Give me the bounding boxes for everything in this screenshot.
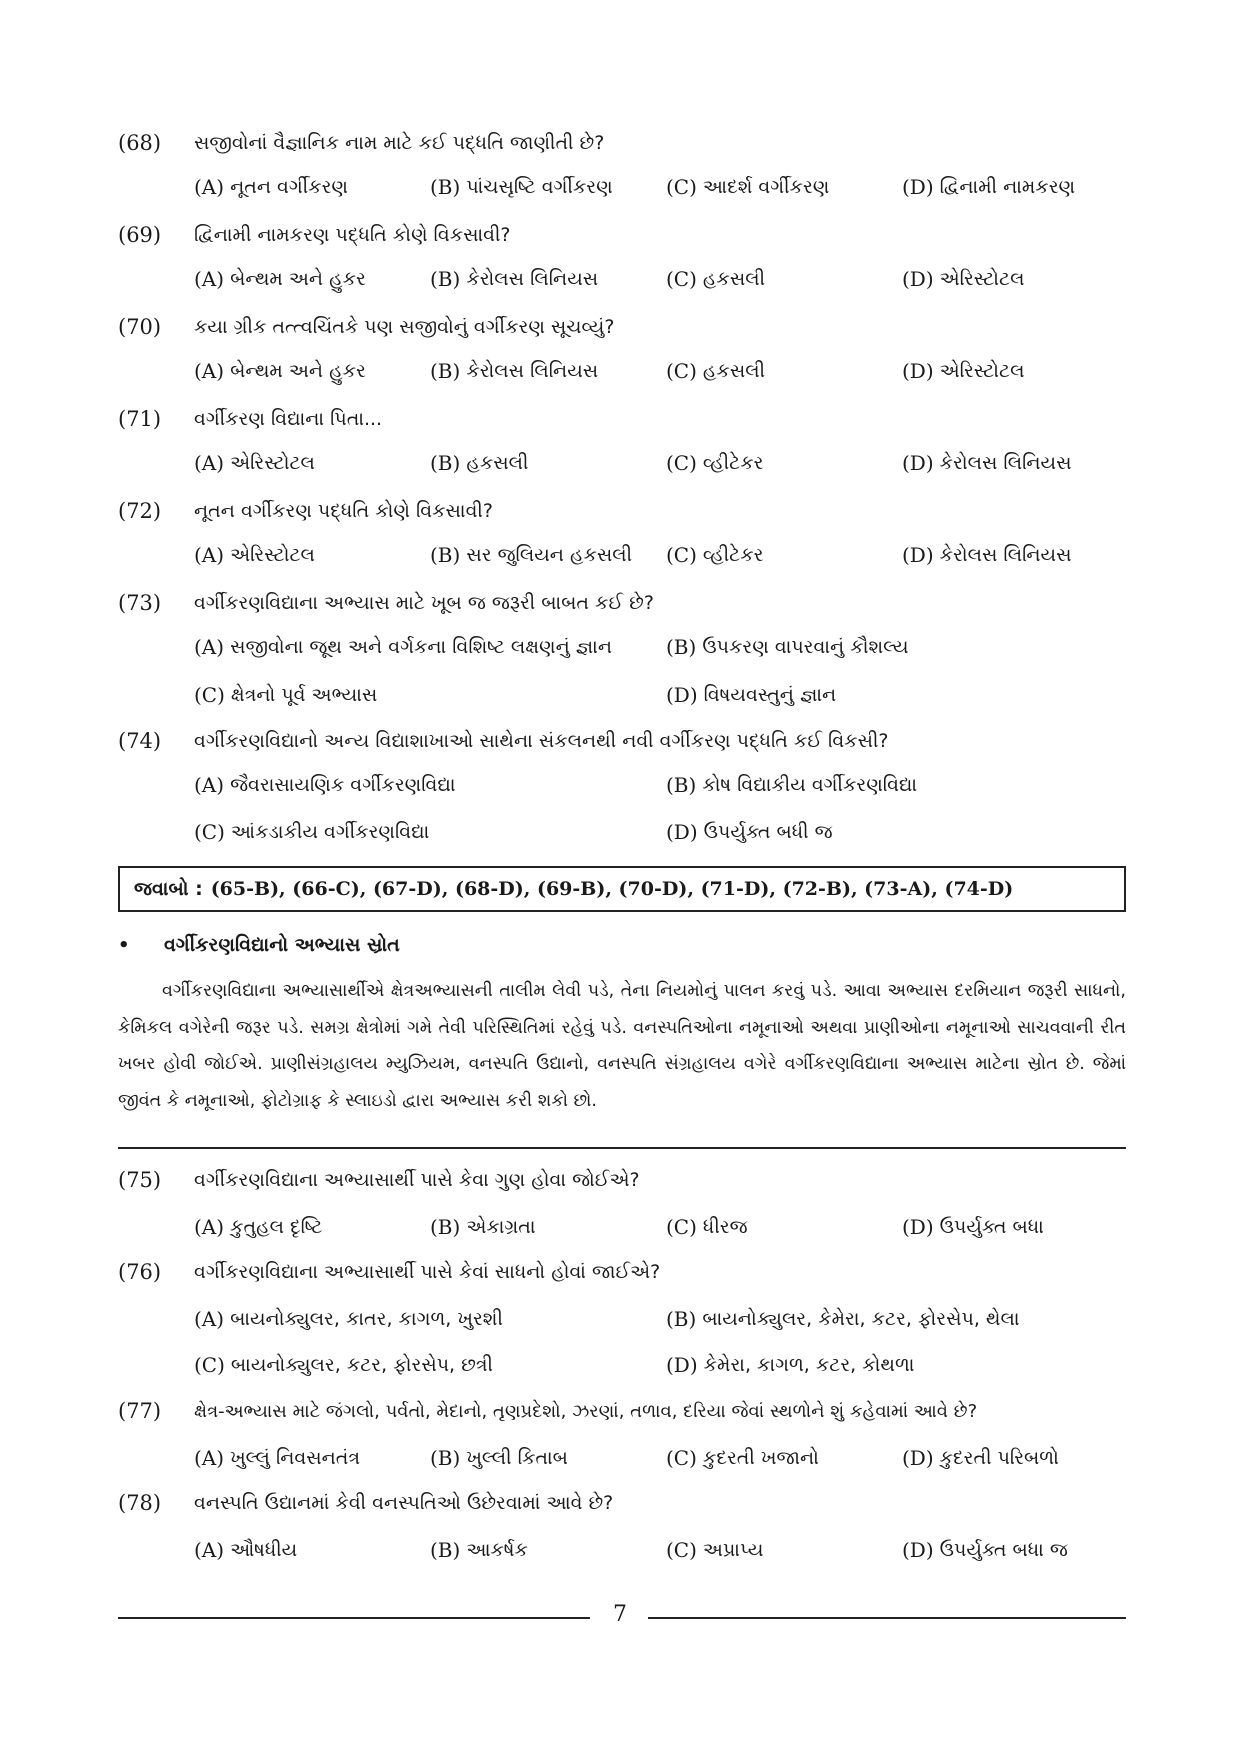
question-number: (76) [118,1260,162,1284]
option-a: (A) સજીવોના જૂથ અને વર્ગકના વિશિષ્ટ લક્ષણનું જ્ઞાન [194,635,612,659]
question-number: (70) [118,315,162,339]
question-text: વર્ગીકરણ વિદ્યાના પિતા... [194,408,383,430]
question-68 [118,126,1128,160]
option-a: (A) બેન્થમ અને હુકર [194,359,366,383]
question-text: ક્ષેત્ર-અભ્યાસ માટે જંગલો, પર્વતો, મેદાનો, તૃણપ્રદેશો, ઝરણાં, તળાવ, દરિયા જેવાં સ્થળોને શું કહેવામાં આવે છે? [194,1400,978,1422]
options-76-row2 [194,1348,1134,1382]
section-divider [118,1147,1126,1149]
answer-key-text: (65-B), (66-C), (67-D), (68-D), (69-B), (70-D), (71-D), (72-B), (73-A), (74-D) [210,878,1014,900]
option-a: (A) એરિસ્ટોટલ [194,451,315,475]
option-b: (B) કોષ વિદ્યાકીય વર્ગીકરણવિદ્યા [666,773,918,797]
section-title: વર્ગીકરણવિદ્યાનો અભ્યાસ સ્રોત [164,934,400,956]
options-71 [194,446,1134,480]
option-c: (C) કુદરતી ખજાનો [666,1446,819,1470]
option-b: (B) સર જુલિયન હકસલી [430,543,633,567]
option-d: (D) કેરોલસ લિનિયસ [902,451,1072,475]
question-text: સજીવોનાં વૈજ્ઞાનિક નામ માટે કઈ પદ્ધતિ જાણીતી છે? [194,132,605,154]
options-68 [194,170,1134,204]
option-c: (C) ક્ષેત્રનો પૂર્વ અભ્યાસ [194,683,378,707]
options-74-row2 [194,815,1134,849]
answer-key-label: જવાબો : [134,878,203,900]
options-75 [194,1210,1134,1244]
option-a: (A) બાયનોક્યુલર, કાતર, કાગળ, ખુરશી [194,1307,503,1331]
option-a: (A) નૂતન વર્ગીકરણ [194,175,348,199]
question-number: (71) [118,407,162,431]
options-76-row1 [194,1302,1134,1336]
section-heading [118,928,400,962]
question-78 [118,1486,1128,1520]
option-d: (D) કેમેરા, કાગળ, કટર, કોથળા [666,1353,915,1377]
option-b: (B) ઉપકરણ વાપરવાનું કૌશલ્ય [666,635,909,659]
option-a: (A) જૈવરાસાયણિક વર્ગીકરણવિદ્યા [194,773,456,797]
question-74 [118,724,1128,758]
page-number: 7 [613,1602,627,1627]
option-a: (A) એરિસ્ટોટલ [194,543,315,567]
option-b: (B) હકસલી [430,451,529,475]
question-number: (73) [118,591,162,615]
option-c: (C) હકસલી [666,267,766,291]
option-b: (B) કેરોલસ લિનિયસ [430,359,599,383]
question-75 [118,1163,1128,1197]
option-b: (B) પાંચસૃષ્ટિ વર્ગીકરણ [430,175,613,199]
question-72 [118,494,1128,528]
option-d: (D) એરિસ્ટોટલ [902,359,1025,383]
option-d: (D) વિષયવસ્તુનું જ્ઞાન [666,683,837,707]
option-a: (A) બેન્થમ અને હુકર [194,267,366,291]
question-text: વર્ગીકરણવિદ્યાના અભ્યાસાર્થી પાસે કેવાં સાધનો હોવાં જાઈએ? [194,1261,661,1283]
question-number: (69) [118,223,162,247]
options-73-row2 [194,678,1134,712]
options-73-row1 [194,630,1134,664]
question-text: નૂતન વર્ગીકરણ પદ્ધતિ કોણે વિકસાવી? [194,500,493,522]
options-78 [194,1533,1134,1567]
option-d: (D) દ્વિનામી નામકરણ [902,175,1076,199]
option-c: (C) ધીરજ [666,1215,748,1239]
option-d: (D) કુદરતી પરિબળો [902,1446,1059,1470]
options-69 [194,262,1134,296]
question-number: (74) [118,729,162,753]
question-77 [118,1394,1128,1428]
question-76 [118,1255,1128,1289]
option-b: (B) ખુલ્લી કિતાબ [430,1446,568,1470]
option-a: (A) ઔષધીય [194,1538,298,1562]
option-c: (C) આંકડાકીય વર્ગીકરણવિદ્યા [194,820,430,844]
question-69 [118,218,1128,252]
question-text: વર્ગીકરણવિદ્યાનો અન્ય વિદ્યાશાખાઓ સાથેના સંકલનથી નવી વર્ગીકરણ પદ્ધતિ કઈ વિકસી? [194,730,889,752]
option-d: (D) કેરોલસ લિનિયસ [902,543,1072,567]
question-text: વર્ગીકરણવિદ્યાના અભ્યાસાર્થી પાસે કેવા ગુણ હોવા જોઈએ? [194,1169,640,1191]
question-number: (77) [118,1399,162,1423]
option-d: (D) ઉપર્યુક્ત બધી જ [666,820,833,844]
answer-key-box [118,866,1126,912]
options-77 [194,1441,1134,1475]
option-d: (D) એરિસ્ટોટલ [902,267,1025,291]
option-c: (C) વ્હીટેકર [666,543,764,567]
question-70 [118,310,1128,344]
question-number: (68) [118,131,162,155]
question-text: વનસ્પતિ ઉદ્યાનમાં કેવી વનસ્પતિઓ ઉછેરવામાં આવે છે? [194,1492,614,1514]
question-71 [118,402,1128,436]
option-c: (C) વ્હીટેકર [666,451,764,475]
options-72 [194,538,1134,572]
option-c: (C) અપ્રાપ્ય [666,1538,764,1562]
option-d: (D) ઉપર્યુક્ત બધા જ [902,1538,1068,1562]
question-text: કયા ગ્રીક તત્ત્વચિંતકે પણ સજીવોનું વર્ગીકરણ સૂચવ્યું? [194,316,615,338]
footer-rule-left [118,1617,590,1619]
option-b: (B) આકર્ષક [430,1538,528,1562]
section-paragraph: વર્ગીકરણવિદ્યાના અભ્યાસાર્થીએ ક્ષેત્રઅભ્યાસની તાલીમ લેવી પડે, તેના નિયમોનું પાલન કરવું પડે. આવા અભ્યાસ દરમિયાન જરૂરી સાધનો, કેમિકલ વગેરેની જરૂર પડે. સમગ્ર ક્ષેત્રોમાં ગમે તેવી પરિસ્થિતિમાં રહેવું પડે. વનસ્પતિઓના નમૂનાઓ અથવા પ્રાણીઓના નમૂનાઓ સાચવવાની રીત ખબર હોવી જોઈએ. પ્રાણીસંગ્રહાલય મ્યુઝિયમ, વનસ્પતિ ઉદ્યાનો, વનસ્પતિ સંગ્રહાલય વગેરે વર્ગીકરણવિદ્યાના અભ્યાસ માટેના સ્રોત છે. જેમાં જીવંત કે નમૂનાઓ, ફોટોગ્રાફ કે સ્લાઇડો દ્વારા અભ્યાસ કરી શકો છો. [118,981,1126,1111]
option-b: (B) કેરોલસ લિનિયસ [430,267,599,291]
question-number: (75) [118,1168,162,1192]
option-c: (C) હકસલી [666,359,766,383]
option-a: (A) ખુલ્લું નિવસનતંત્ર [194,1446,361,1470]
bullet-icon: • [118,934,130,956]
option-b: (B) બાયનોક્યુલર, કેમેરા, કટર, ફોરસેપ, થેલા [666,1307,1020,1331]
option-d: (D) ઉપર્યુક્ત બધા [902,1215,1044,1239]
option-c: (C) બાયનોક્યુલર, કટર, ફોરસેપ, છત્રી [194,1353,493,1377]
question-number: (78) [118,1491,162,1515]
options-70 [194,354,1134,388]
question-text: દ્વિનામી નામકરણ પદ્ધતિ કોણે વિકસાવી? [194,224,511,246]
question-73 [118,586,1128,620]
options-74-row1 [194,768,1134,802]
option-a: (A) કુતુહલ દૃષ્ટિ [194,1215,323,1239]
option-c: (C) આદર્શ વર્ગીકરણ [666,175,830,199]
option-b: (B) એકાગ્રતા [430,1215,536,1239]
footer-rule-right [648,1617,1126,1619]
question-number: (72) [118,499,162,523]
question-text: વર્ગીકરણવિદ્યાના અભ્યાસ માટે ખૂબ જ જરૂરી બાબત કઈ છે? [194,592,654,614]
